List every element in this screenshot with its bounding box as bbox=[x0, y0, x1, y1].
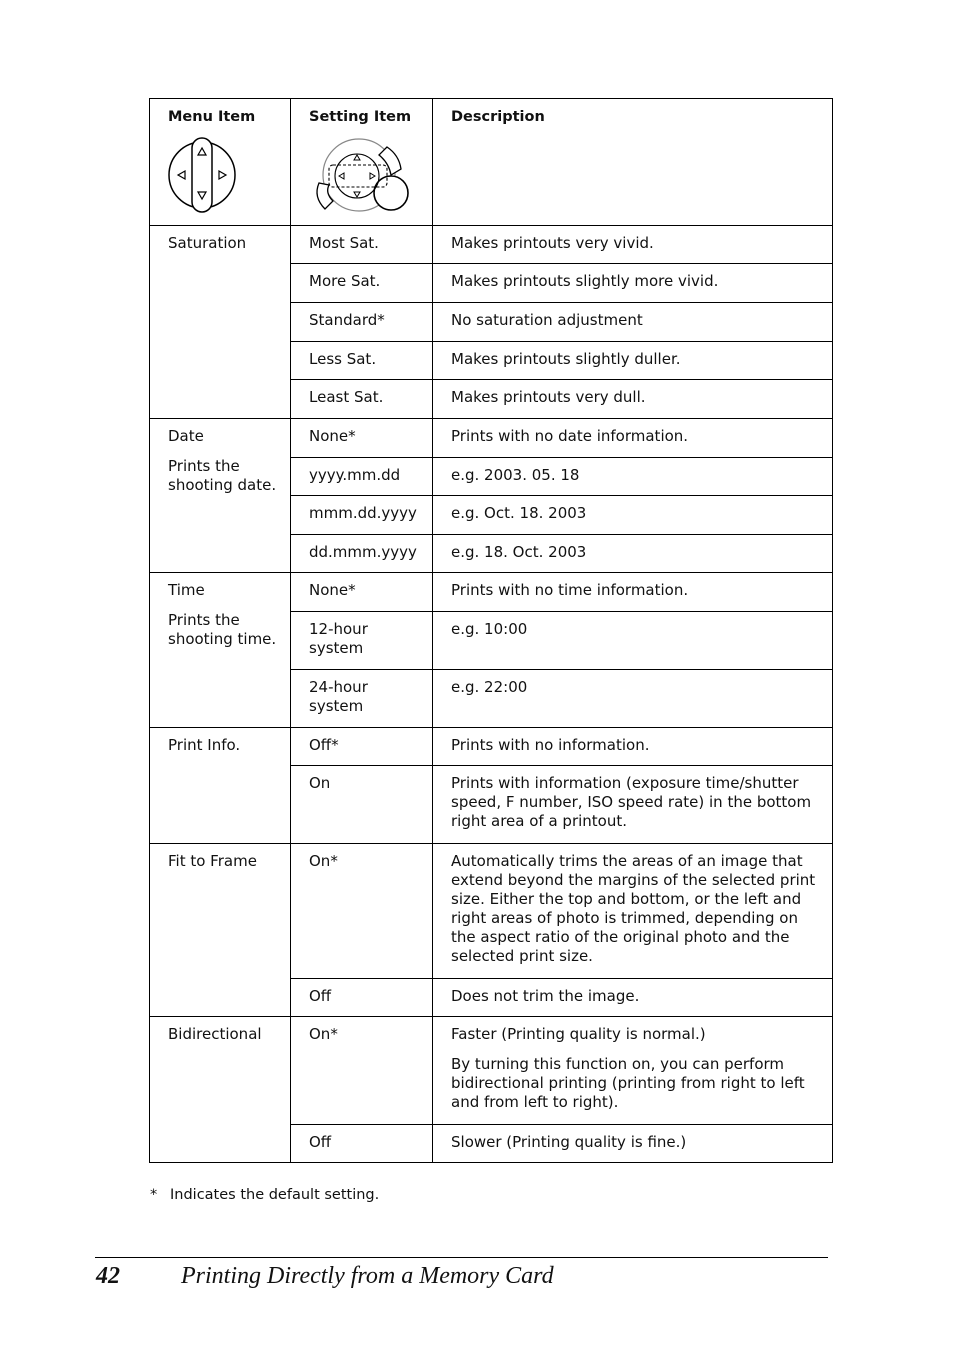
setting-cell: 12-hour system bbox=[291, 612, 433, 670]
menu-cell-bidirectional bbox=[150, 1017, 291, 1163]
description-cell: e.g. Oct. 18. 2003 bbox=[433, 496, 833, 535]
description-cell: Makes printouts slightly more vivid. bbox=[433, 264, 833, 303]
footnote-text: Indicates the default setting. bbox=[170, 1187, 380, 1203]
setting-cell: Most Sat. bbox=[291, 226, 433, 264]
menu-cell-print-info bbox=[150, 728, 291, 844]
settings-table bbox=[149, 98, 833, 1163]
chapter-title: Printing Directly from a Memory Card bbox=[181, 1263, 554, 1289]
table-row bbox=[150, 226, 833, 264]
menu-item-note: Prints the shooting date. bbox=[168, 457, 277, 494]
setting-cell: 24-hour system bbox=[291, 670, 433, 728]
menu-item-label: Date bbox=[168, 427, 204, 445]
setting-cell: Standard* bbox=[291, 303, 433, 342]
menu-cell-date bbox=[150, 419, 291, 573]
setting-cell: yyyy.mm.dd bbox=[291, 458, 433, 496]
table-header-row bbox=[150, 99, 833, 226]
setting-cell: Less Sat. bbox=[291, 342, 433, 380]
description-cell: Prints with no information. bbox=[433, 728, 833, 766]
description-cell: No saturation adjustment bbox=[433, 303, 833, 342]
menu-item-label: Bidirectional bbox=[168, 1025, 262, 1043]
table-row bbox=[150, 728, 833, 766]
setting-cell: dd.mmm.yyyy bbox=[291, 535, 433, 573]
setting-cell: None* bbox=[291, 419, 433, 458]
menu-item-label: Saturation bbox=[168, 234, 247, 252]
setting-cell: On bbox=[291, 766, 433, 844]
menu-item-label: Fit to Frame bbox=[168, 852, 257, 870]
header-description bbox=[433, 99, 833, 226]
description-cell: Prints with no date information. bbox=[433, 419, 833, 458]
menu-item-label: Time bbox=[168, 581, 205, 599]
description-cell: Makes printouts very dull. bbox=[433, 380, 833, 419]
description-cell: e.g. 10:00 bbox=[433, 612, 833, 670]
description-text: Faster (Printing quality is normal.) bbox=[451, 1025, 706, 1043]
description-cell: Prints with information (exposure time/shutter speed, F number, ISO speed rate) in the bottom right area of a printout. bbox=[433, 766, 833, 844]
table-row bbox=[150, 1017, 833, 1125]
footer-rule bbox=[95, 1257, 828, 1258]
setting-cell: None* bbox=[291, 573, 433, 612]
footnote-mark: * bbox=[150, 1187, 158, 1203]
page-number: 42 bbox=[96, 1263, 120, 1289]
description-cell: e.g. 2003. 05. 18 bbox=[433, 458, 833, 496]
description-cell: Slower (Printing quality is fine.) bbox=[433, 1125, 833, 1163]
header-setting-item-label: Setting Item bbox=[309, 109, 412, 125]
four-way-selector-icon bbox=[168, 133, 258, 215]
setting-cell: Off* bbox=[291, 728, 433, 766]
table-row bbox=[150, 573, 833, 612]
menu-cell-saturation bbox=[150, 226, 291, 419]
setting-cell: Off bbox=[291, 1125, 433, 1163]
setting-cell: Least Sat. bbox=[291, 380, 433, 419]
menu-item-note: Prints the shooting time. bbox=[168, 611, 277, 648]
description-cell: Does not trim the image. bbox=[433, 979, 833, 1017]
setting-cell: mmm.dd.yyyy bbox=[291, 496, 433, 535]
menu-cell-time bbox=[150, 573, 291, 728]
description-cell: Prints with no time information. bbox=[433, 573, 833, 612]
setting-cell: Off bbox=[291, 979, 433, 1017]
menu-item-label: Print Info. bbox=[168, 736, 241, 754]
footnote bbox=[150, 1187, 379, 1203]
description-cell: Makes printouts slightly duller. bbox=[433, 342, 833, 380]
table-row bbox=[150, 844, 833, 979]
dial-selector-icon bbox=[309, 133, 419, 215]
description-cell: Makes printouts very vivid. bbox=[433, 226, 833, 264]
description-cell bbox=[433, 1017, 833, 1125]
header-menu-item-label: Menu Item bbox=[168, 109, 256, 125]
table-row bbox=[150, 419, 833, 458]
description-cell: e.g. 22:00 bbox=[433, 670, 833, 728]
menu-cell-fit-to-frame bbox=[150, 844, 291, 1017]
header-menu-item bbox=[150, 99, 291, 226]
setting-cell: More Sat. bbox=[291, 264, 433, 303]
setting-cell: On* bbox=[291, 1017, 433, 1125]
description-cell: e.g. 18. Oct. 2003 bbox=[433, 535, 833, 573]
setting-cell: On* bbox=[291, 844, 433, 979]
description-extra-text: By turning this function on, you can perform bidirectional printing (printing from right to left and from left to right). bbox=[451, 1055, 805, 1111]
description-cell: Automatically trims the areas of an image that extend beyond the margins of the selected print size. Either the top and bottom, or the left and right areas of photo is trimmed, depending on the aspect ratio of the original photo and the selected print size. bbox=[433, 844, 833, 979]
header-setting-item bbox=[291, 99, 433, 226]
header-description-label: Description bbox=[451, 109, 545, 125]
